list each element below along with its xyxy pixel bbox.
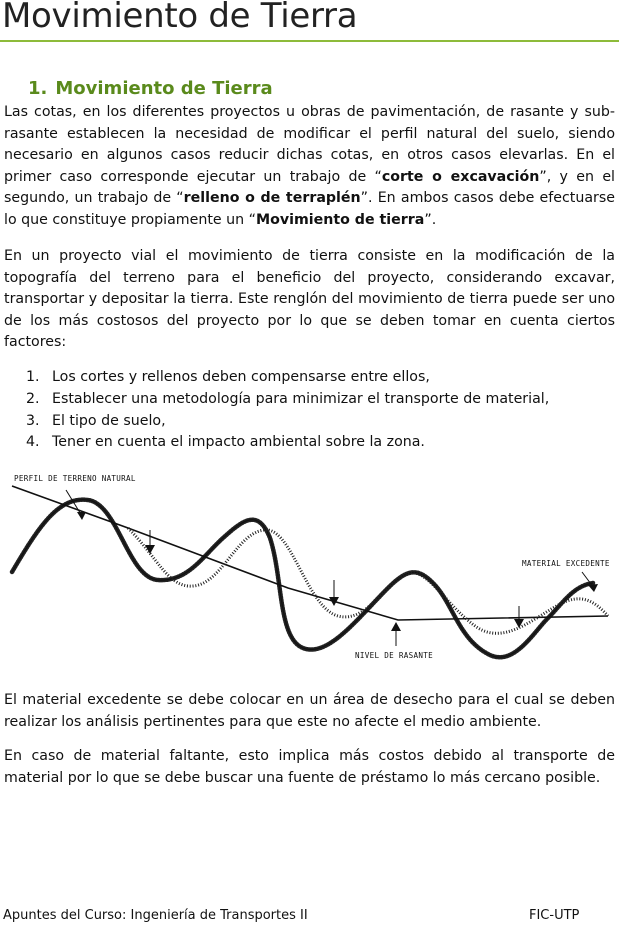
list-item-text: Establecer una metodología para minimizar el transporte de material, <box>52 390 550 407</box>
footer-institution: FIC-UTP <box>529 908 580 923</box>
list-item-text: Tener en cuenta el impacto ambiental sobre la zona. <box>52 434 425 451</box>
paragraph-vial: En un proyecto vial el movimiento de tierra consiste en la modificación de la topografía del terreno para el beneficio del proyecto, considerando excavar, transportar y depositar la tierra. Este renglón del movimiento de tierra puede ser uno de los más costosos del proyecto por lo que se deben tomar en cuenta ciertos factores: <box>4 248 615 351</box>
list-item-number: 3. <box>26 412 40 429</box>
paragraph-missing: En caso de material faltante, esto implica más costos debido al transporte de material por lo que se debe buscar una fuente de préstamo lo más cercano posible. <box>4 748 615 786</box>
terrain-profile <box>12 500 593 658</box>
para1-text-1: Las cotas, en los diferentes proyectos u obras de pavimentación, de rasante y sub-rasante establecen la necesidad de modificar el perfil natural del suelo, siendo necesario en algunos casos reducir dichas cotas, en otros casos elevarlas. En el primer caso corresponde ejecutar un trabajo de “ <box>4 104 615 185</box>
section-heading <box>28 78 273 99</box>
label-terrain: PERFIL DE TERRENO NATURAL <box>14 474 136 483</box>
arrow-terrain-head <box>77 512 86 520</box>
term-relleno: relleno o de terraplén <box>183 190 361 207</box>
list-item-number: 2. <box>26 390 40 407</box>
paragraph-excess: El material excedente se debe colocar en un área de desecho para el cual se deben realizar los análisis pertinentes para que este no afecte el medio ambiente. <box>4 692 615 730</box>
list-item-text: Los cortes y rellenos deben compensarse entre ellos, <box>52 369 430 385</box>
list-item <box>26 411 549 433</box>
header-rule <box>0 40 619 42</box>
section-number: 1. <box>28 78 48 99</box>
earthwork-diagram <box>8 468 612 670</box>
term-corte: corte o excavación <box>381 168 540 185</box>
list-item-number: 4. <box>26 434 40 451</box>
list-item-number: 1. <box>26 369 40 385</box>
arrow-grade-head <box>391 622 401 631</box>
header-title: Movimiento de Tierra <box>2 0 358 36</box>
terrain-profile-edge <box>12 500 593 658</box>
list-item <box>26 432 549 454</box>
paragraph-intro <box>4 102 615 232</box>
list-item-text: El tipo de suelo, <box>52 412 166 429</box>
arrow-fill-2-head <box>329 597 339 606</box>
label-grade: NIVEL DE RASANTE <box>355 651 433 660</box>
list-item <box>26 367 549 389</box>
para1-text-4: ”. <box>424 211 437 228</box>
factors-list <box>26 367 549 454</box>
list-item <box>26 389 549 411</box>
term-movimiento: Movimiento de tierra <box>255 211 425 228</box>
footer-course: Apuntes del Curso: Ingeniería de Transportes II <box>3 908 308 923</box>
label-excess: MATERIAL EXCEDENTE <box>522 559 610 568</box>
para1-text-2: ”, y en el segundo, un trabajo de “ <box>4 168 615 207</box>
section-title: Movimiento de Tierra <box>55 78 273 99</box>
para1-text-3: ”. En ambos casos debe efectuarse lo que constituye propiamente un “ <box>4 190 616 228</box>
page-header <box>0 0 619 44</box>
arrow-excess-head <box>588 584 598 592</box>
